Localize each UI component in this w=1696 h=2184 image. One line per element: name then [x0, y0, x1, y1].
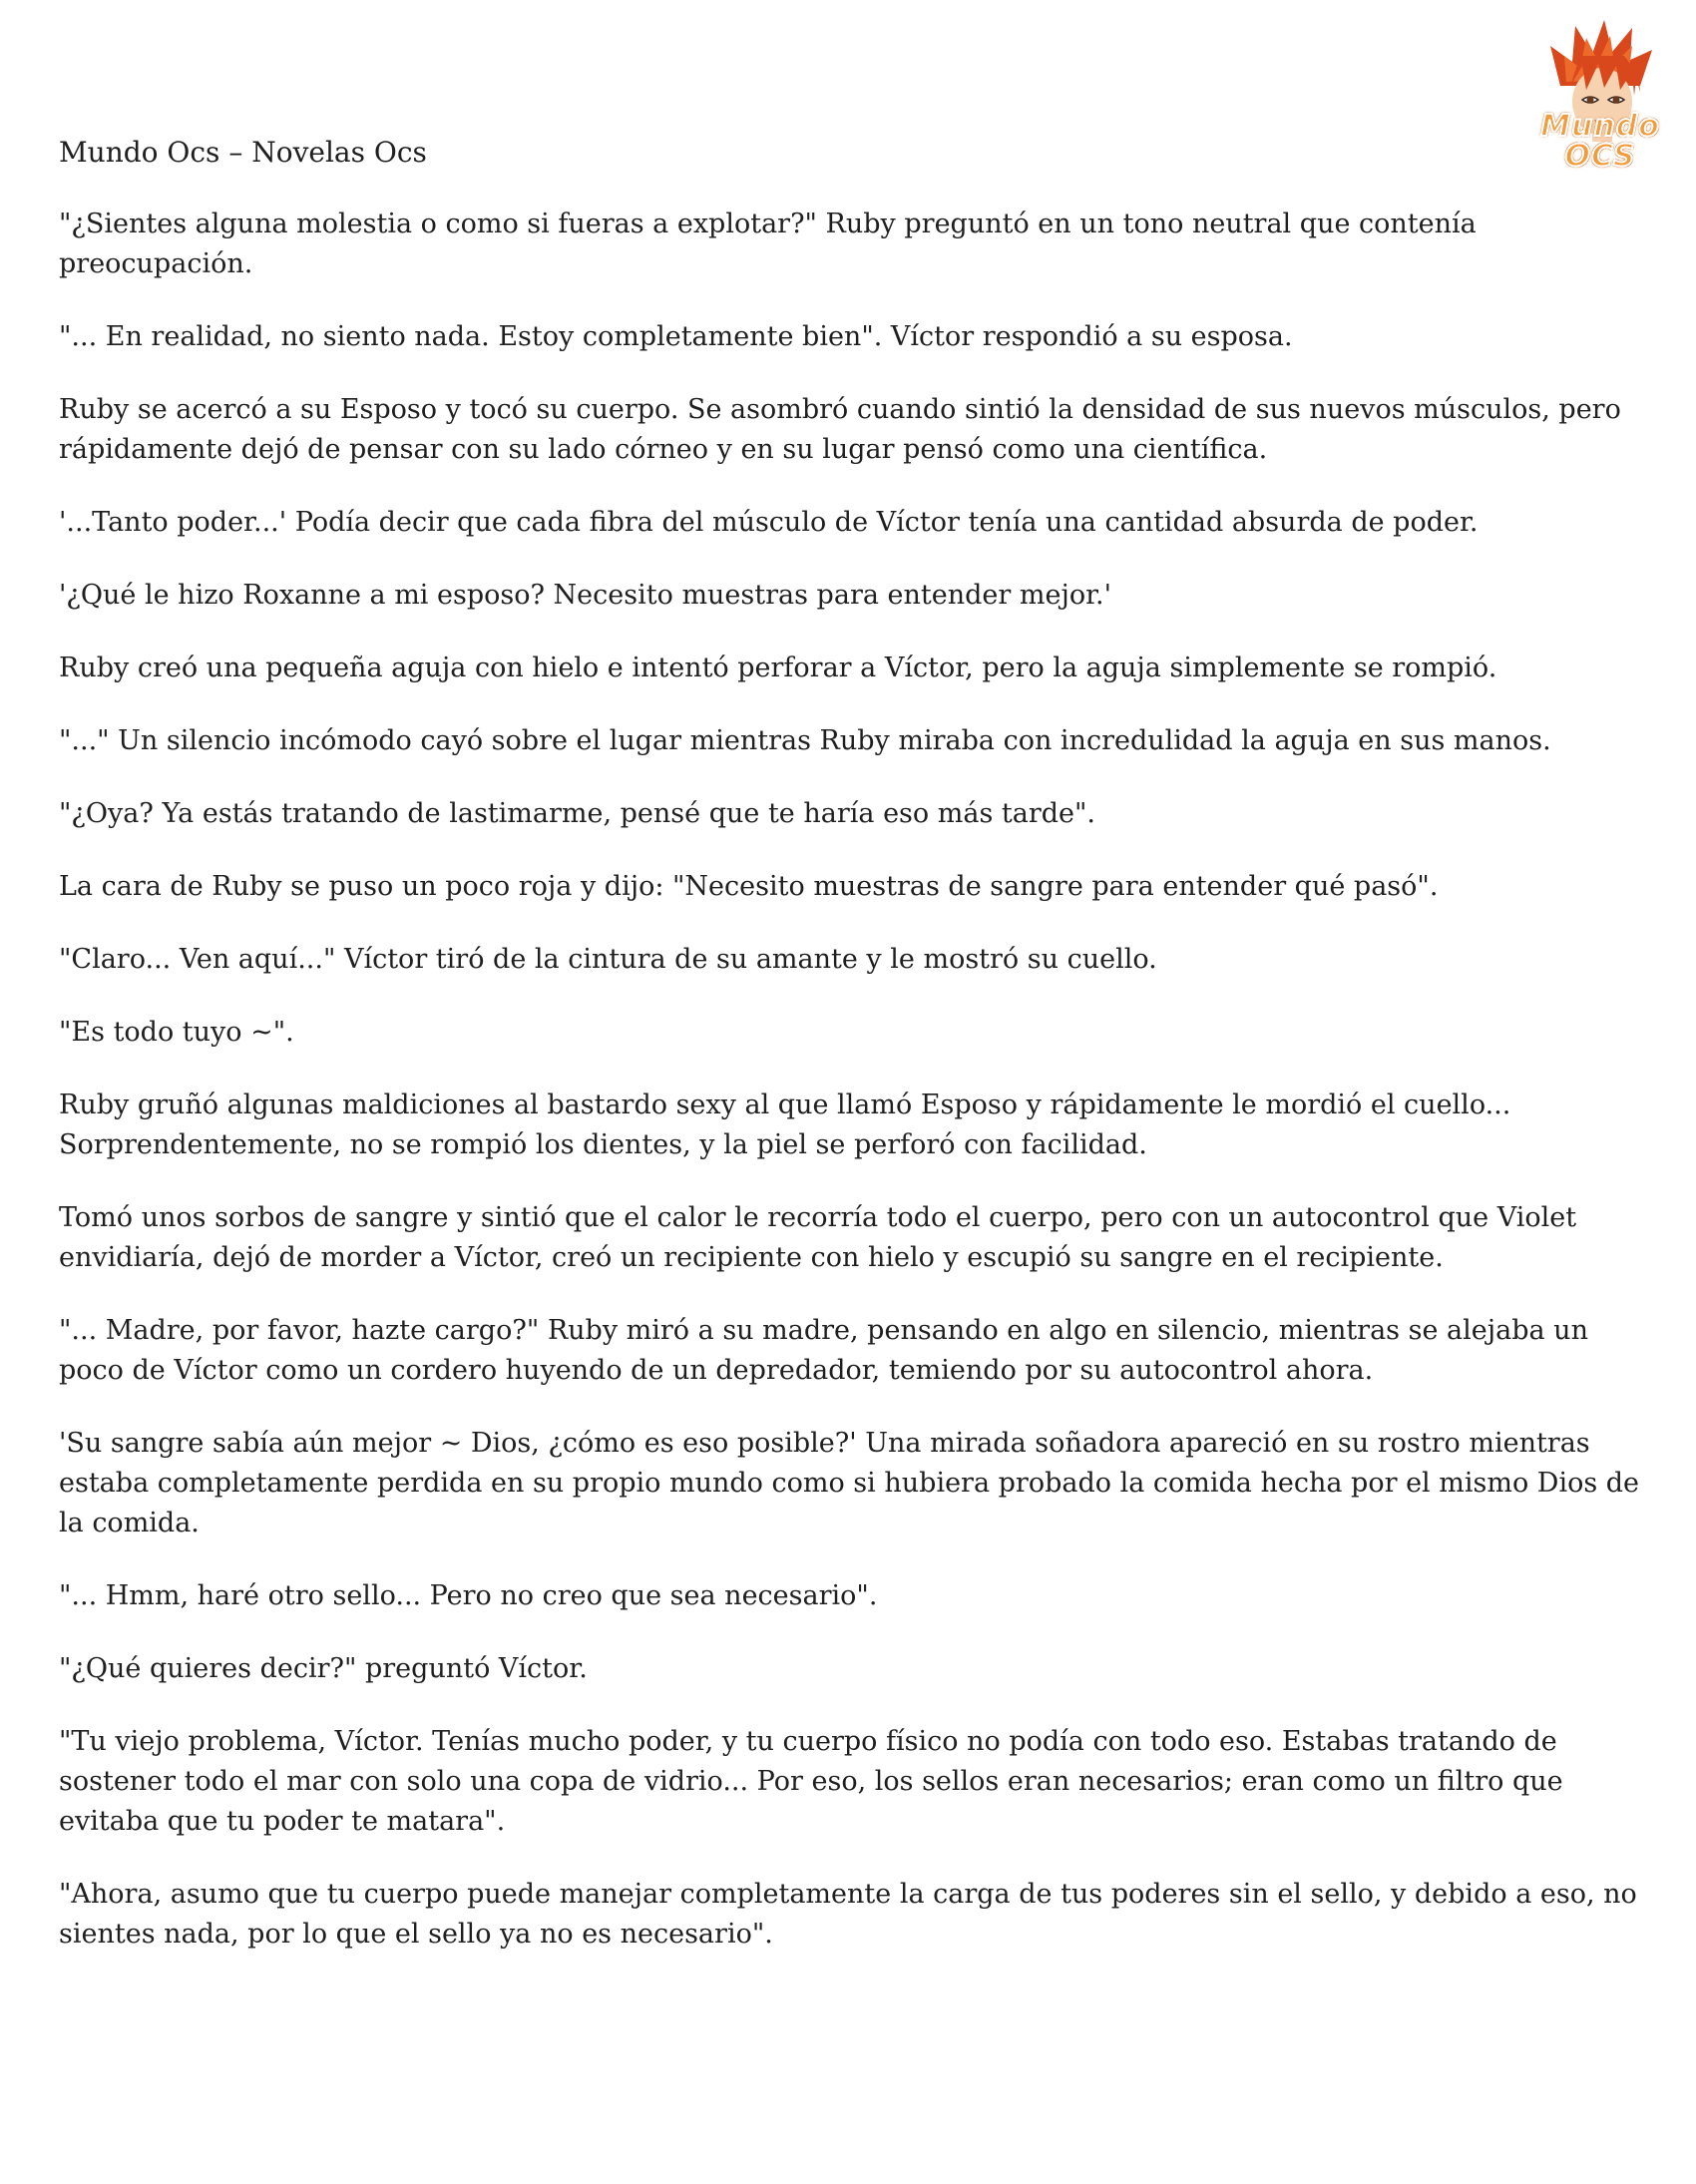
paragraph: "¿Qué quieres decir?" preguntó Víctor.: [59, 1653, 588, 1684]
page-header-title: Mundo Ocs – Novelas Ocs: [59, 136, 427, 169]
paragraph: "¿Oya? Ya estás tratando de lastimarme, pensé que te haría eso más tarde".: [59, 798, 1095, 829]
paragraph: "... Hmm, haré otro sello... Pero no creo que sea necesario".: [59, 1580, 878, 1611]
paragraph: '¿Qué le hizo Roxanne a mi esposo? Necesito muestras para entender mejor.': [59, 580, 1112, 611]
paragraph: Tomó unos sorbos de sangre y sintió que el calor le recorría todo el cuerpo, pero con un autocontrol que Violet envidiaría, dejó de morder a Víctor, creó un recipiente con hielo y escupió su sangre en el recipiente.: [59, 1202, 1577, 1273]
paragraph: 'Su sangre sabía aún mejor ~ Dios, ¿cómo es eso posible?' Una mirada soñadora apareció en su rostro mientras estaba completamente perdida en su propio mundo como si hubiera probado la comida hecha por el mismo Dios de la comida.: [59, 1428, 1640, 1538]
paragraph: "Claro... Ven aquí..." Víctor tiró de la cintura de su amante y le mostró su cuello.: [59, 944, 1157, 975]
paragraph: "... En realidad, no siento nada. Estoy completamente bien". Víctor respondió a su esposa.: [59, 321, 1293, 352]
paragraph: Ruby gruñó algunas maldiciones al bastardo sexy al que llamó Esposo y rápidamente le mordió el cuello... Sorprendentemente, no se rompió los dientes, y la piel se perforó con facilidad.: [59, 1090, 1511, 1160]
paragraph: "Tu viejo problema, Víctor. Tenías mucho poder, y tu cuerpo físico no podía con todo eso. Estabas tratando de sostener todo el mar con solo una copa de vidrio... Por eso, los sellos eran necesarios; eran como un filtro que evitaba que tu poder te matara".: [59, 1726, 1563, 1837]
paragraph: "Ahora, asumo que tu cuerpo puede manejar completamente la carga de tus poderes sin el sello, y debido a eso, no sientes nada, por lo que el sello ya no es necesario".: [59, 1879, 1637, 1950]
paragraph: Ruby creó una pequeña aguja con hielo e intentó perforar a Víctor, pero la aguja simplemente se rompió.: [59, 653, 1497, 683]
paragraph: "Es todo tuyo ~".: [59, 1017, 294, 1048]
paragraph: Ruby se acercó a su Esposo y tocó su cuerpo. Se asombró cuando sintió la densidad de sus nuevos músculos, pero rápidamente dejó de pensar con su lado córneo y en su lugar pensó como una científica.: [59, 394, 1621, 465]
logo-text: Mundo OCS: [1540, 109, 1660, 174]
paragraph: "..." Un silencio incómodo cayó sobre el lugar mientras Ruby miraba con incredulidad la aguja en sus manos.: [59, 725, 1551, 756]
paragraph: "¿Sientes alguna molestia o como si fueras a explotar?" Ruby preguntó en un tono neutral que contenía preocupación.: [59, 209, 1477, 279]
paragraph: "... Madre, por favor, hazte cargo?" Ruby miró a su madre, pensando en algo en silencio, mientras se alejaba un poco de Víctor como un cordero huyendo de un depredador, temiendo por su autocontrol ahora.: [59, 1315, 1588, 1386]
mundo-ocs-logo: [1520, 16, 1680, 176]
paragraph: La cara de Ruby se puso un poco roja y dijo: "Necesito muestras de sangre para entender qué pasó".: [59, 871, 1439, 902]
paragraph: '...Tanto poder...' Podía decir que cada fibra del músculo de Víctor tenía una cantidad absurda de poder.: [59, 507, 1479, 538]
body-text: [59, 205, 1645, 1987]
